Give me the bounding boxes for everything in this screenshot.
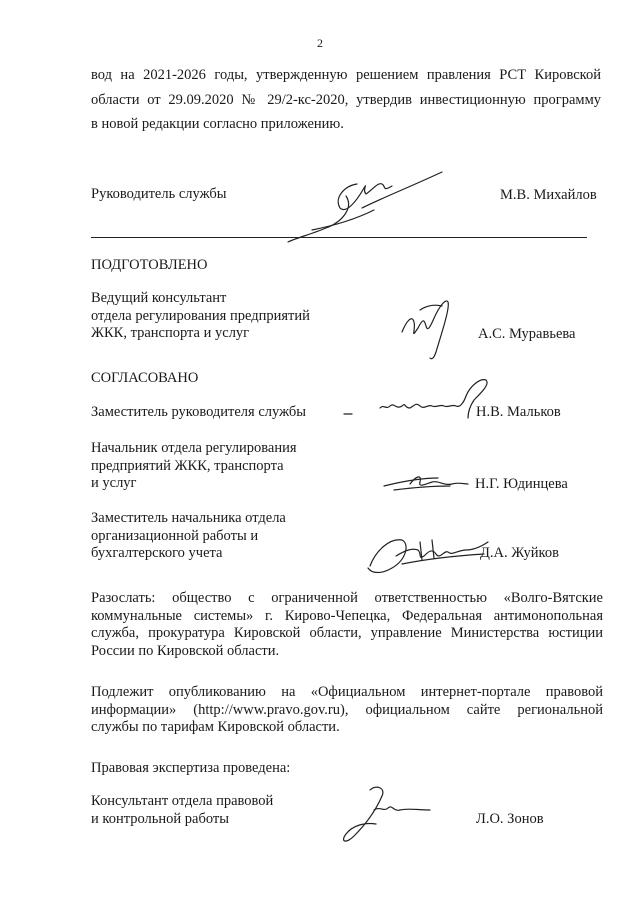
department-head-signature xyxy=(380,466,470,496)
title-line: Заместитель начальника отдела xyxy=(91,510,286,526)
department-head-name: Н.Г. Юдинцева xyxy=(475,476,568,492)
publication-line: Подлежит опубликованию на «Официальном интернет-портале правовой xyxy=(91,684,603,700)
distribution-line: коммунальные системы» г. Кирово-Чепецка, Федеральная антимонопольная xyxy=(91,607,603,624)
distribution-line: Разослать: общество с ограниченной ответственностью «Волго-Вятские xyxy=(91,590,603,606)
title-line: предприятий ЖКК, транспорта xyxy=(91,457,284,474)
deputy-head-name: Н.В. Мальков xyxy=(476,404,561,420)
title-line: и услуг xyxy=(91,475,137,491)
intro-line: области от 29.09.2020 № 29/2-кс-2020, утвердив инвестиционную программу xyxy=(91,91,601,108)
prepared-heading: ПОДГОТОВЛЕНО xyxy=(91,257,208,273)
title-line: отдела регулирования предприятий xyxy=(91,307,310,324)
prepared-title xyxy=(91,290,310,343)
distribution-line: служба, прокуратура Кировской области, управление Министерства юстиции xyxy=(91,625,603,642)
legal-signature xyxy=(330,780,440,850)
deputy-department-signature xyxy=(362,520,492,580)
distribution-line: России по Кировской области. xyxy=(91,642,280,659)
title-line: организационной работы и xyxy=(91,527,259,544)
signature-line xyxy=(91,237,587,238)
deputy-head-signature xyxy=(340,372,490,422)
title-line: Консультант отдела правовой xyxy=(91,793,274,809)
legal-name: Л.О. Зонов xyxy=(476,811,544,827)
head-signature xyxy=(282,168,452,244)
intro-line: вод на 2021-2026 годы, утвержденную решением правления РСТ Кировской xyxy=(91,67,601,83)
deputy-department-title xyxy=(91,510,286,563)
title-line: Начальник отдела регулирования xyxy=(91,440,297,456)
publication-line: информации» (http://www.pravo.gov.ru), официальном сайте региональной xyxy=(91,701,603,718)
title-line: бухгалтерского учета xyxy=(91,545,223,561)
publication-line: службы по тарифам Кировской области. xyxy=(91,719,340,736)
intro-line: в новой редакции согласно приложению. xyxy=(91,116,344,132)
publication-paragraph xyxy=(91,684,603,737)
department-head-title xyxy=(91,440,297,493)
legal-heading: Правовая экспертиза проведена: xyxy=(91,760,291,776)
agreed-heading: СОГЛАСОВАНО xyxy=(91,370,199,386)
legal-title xyxy=(91,793,273,828)
intro-paragraph xyxy=(91,63,601,137)
head-name: М.В. Михайлов xyxy=(500,187,597,203)
title-line: Ведущий консультант xyxy=(91,290,227,306)
page-number: 2 xyxy=(317,36,323,50)
deputy-department-name: Д.А. Жуйков xyxy=(480,545,559,561)
prepared-name: А.С. Муравьева xyxy=(478,326,576,342)
title-line: ЖКК, транспорта и услуг xyxy=(91,325,250,341)
title-line: и контрольной работы xyxy=(91,810,229,827)
prepared-signature xyxy=(392,292,462,362)
deputy-head-title: Заместитель руководителя службы xyxy=(91,404,307,420)
distribution-paragraph xyxy=(91,590,603,660)
head-title: Руководитель службы xyxy=(91,186,227,202)
